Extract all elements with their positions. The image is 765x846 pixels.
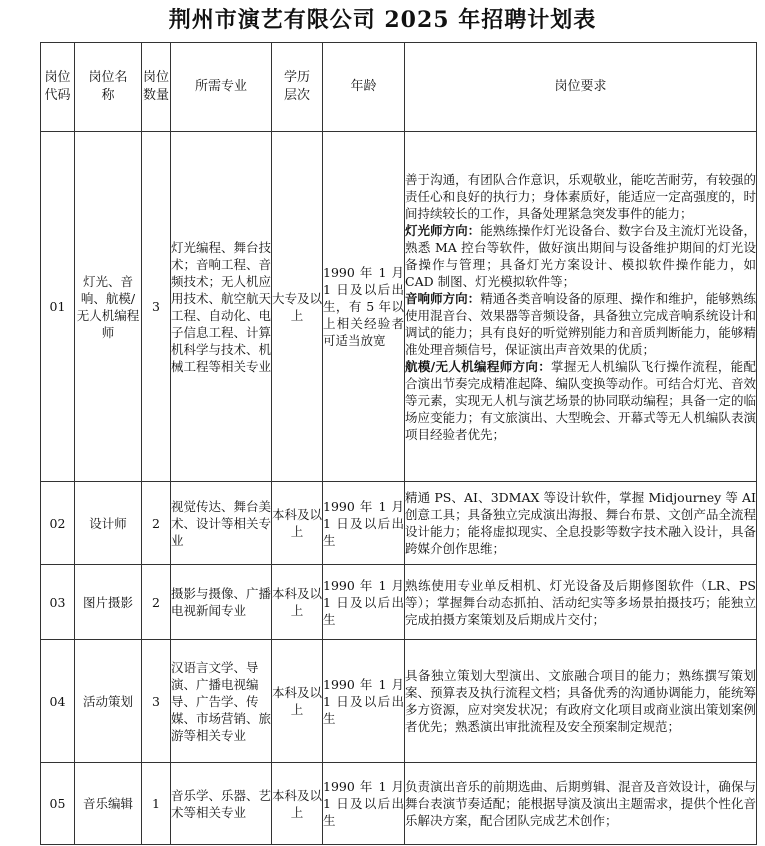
table-row bbox=[41, 482, 757, 565]
drone-direction-text: 掌握无人机编队飞行操作流程，能配合演出节奏完成精准起降、编队变换等动作。可结合灯光、音效等元素，实现无人机与演艺场景的协同联动编程；具备一定的临场应变能力；有文旅演出、大型晚会、开幕式等无人机编队表演项目经验者优先； bbox=[405, 358, 756, 442]
position-count: 3 bbox=[142, 132, 171, 482]
age-requirement: 1990 年 1 月 1 日及以后出生 bbox=[323, 763, 405, 845]
position-requirements bbox=[405, 132, 757, 482]
lighting-direction-text: 能熟练操作灯光设备台、数字台及主流灯光设备，熟悉 MA 控台等软件，做好演出期间与设备维护期间的灯光设备操作与管理；具备灯光方案设计、模拟软件操作能力，如 CAD 制图、灯光模拟软件等； bbox=[405, 222, 756, 289]
education-level: 本科及以上 bbox=[272, 482, 323, 565]
position-count: 2 bbox=[142, 565, 171, 640]
education-level: 本科及以上 bbox=[272, 565, 323, 640]
position-name: 图片摄影 bbox=[75, 565, 142, 640]
header-age: 年龄 bbox=[323, 43, 405, 132]
age-requirement: 1990 年 1 月 1 日及以后出生 bbox=[323, 482, 405, 565]
required-major: 摄影与摄像、广播电视新闻专业 bbox=[171, 565, 272, 640]
position-code: 03 bbox=[41, 565, 75, 640]
age-requirement: 1990 年 1 月 1 日及以后出生，有 5 年以上相关经验者可适当放宽 bbox=[323, 132, 405, 482]
recruitment-plan-table bbox=[40, 42, 757, 845]
table-row bbox=[41, 565, 757, 640]
header-req: 岗位要求 bbox=[405, 43, 757, 132]
position-count: 2 bbox=[142, 482, 171, 565]
drone-direction-heading: 航模/无人机编程师方向： bbox=[405, 358, 552, 374]
position-count: 1 bbox=[142, 763, 171, 845]
header-count: 岗位数量 bbox=[142, 43, 171, 132]
position-count: 3 bbox=[142, 640, 171, 763]
audio-direction-text: 精通各类音响设备的原理、操作和维护，能够熟练使用混音台、效果器等音频设备，具备独立完成音响系统设计和调试的能力；具有良好的听觉辨别能力和音质判断能力，能够精准处理音频信号，保证演出声音效果的优质； bbox=[405, 290, 756, 357]
table-row bbox=[41, 640, 757, 763]
page-title: 荆州市演艺有限公司 2025 年招聘计划表 bbox=[168, 7, 597, 33]
requirement-audio bbox=[405, 290, 756, 358]
header-edu: 学历层次 bbox=[272, 43, 323, 132]
header-code: 岗位代码 bbox=[41, 43, 75, 132]
position-requirements: 熟练使用专业单反相机、灯光设备及后期修图软件（LR、PS 等）；掌握舞台动态抓拍、活动纪实等多场景拍摄技巧；能独立完成拍摄方案策划及后期成片交付； bbox=[405, 565, 757, 640]
position-code: 05 bbox=[41, 763, 75, 845]
age-requirement: 1990 年 1 月 1 日及以后出生 bbox=[323, 640, 405, 763]
requirement-intro: 善于沟通，有团队合作意识，乐观敬业，能吃苦耐劳，有较强的责任心和良好的执行力；身体素质好，能适应一定高强度的，时间持续较长的工作，具备处理紧急突发事件的能力； bbox=[405, 171, 756, 221]
position-code: 01 bbox=[41, 132, 75, 482]
required-major: 灯光编程、舞台技术；音响工程、音频技术；无人机应用技术、航空航天工程、自动化、电子信息工程、计算机科学与技术、机械工程等相关专业 bbox=[171, 132, 272, 482]
requirement-drone bbox=[405, 358, 756, 443]
position-requirements: 负责演出音乐的前期选曲、后期剪辑、混音及音效设计，确保与舞台表演节奏适配；能根据导演及演出主题需求，提供个性化音乐解决方案，配合团队完成艺术创作； bbox=[405, 763, 757, 845]
position-name: 活动策划 bbox=[75, 640, 142, 763]
position-requirements: 精通 PS、AI、3DMAX 等设计软件，掌握 Midjourney 等 AI 创意工具；具备独立完成演出海报、舞台布景、文创产品全流程设计能力；能将虚拟现实、全息投影等数字技术融入设计，具备跨媒介创作思维； bbox=[405, 482, 757, 565]
position-code: 02 bbox=[41, 482, 75, 565]
position-code: 04 bbox=[41, 640, 75, 763]
table-row bbox=[41, 132, 757, 482]
age-requirement: 1990 年 1 月 1 日及以后出生 bbox=[323, 565, 405, 640]
table-header-row bbox=[41, 43, 757, 132]
education-level: 本科及以上 bbox=[272, 763, 323, 845]
position-name: 设计师 bbox=[75, 482, 142, 565]
required-major: 音乐学、乐器、艺术等相关专业 bbox=[171, 763, 272, 845]
requirement-lighting bbox=[405, 222, 756, 290]
header-major: 所需专业 bbox=[171, 43, 272, 132]
required-major: 视觉传达、舞台美术、设计等相关专业 bbox=[171, 482, 272, 565]
header-name: 岗位名称 bbox=[75, 43, 142, 132]
position-requirements: 具备独立策划大型演出、文旅融合项目的能力；熟练撰写策划案、预算表及执行流程文档；具备优秀的沟通协调能力，能统筹多方资源，应对突发状况；有政府文化项目或商业演出策划案例者优先；熟悉演出审批流程及安全预案制定规范； bbox=[405, 640, 757, 763]
education-level: 大专及以上 bbox=[272, 132, 323, 482]
table-row bbox=[41, 763, 757, 845]
audio-direction-heading: 音响师方向： bbox=[405, 290, 481, 306]
required-major: 汉语言文学、导演、广播电视编导、广告学、传媒、市场营销、旅游等相关专业 bbox=[171, 640, 272, 763]
education-level: 本科及以上 bbox=[272, 640, 323, 763]
lighting-direction-heading: 灯光师方向： bbox=[405, 222, 481, 238]
position-name: 灯光、音响、航模/无人机编程师 bbox=[75, 132, 142, 482]
position-name: 音乐编辑 bbox=[75, 763, 142, 845]
